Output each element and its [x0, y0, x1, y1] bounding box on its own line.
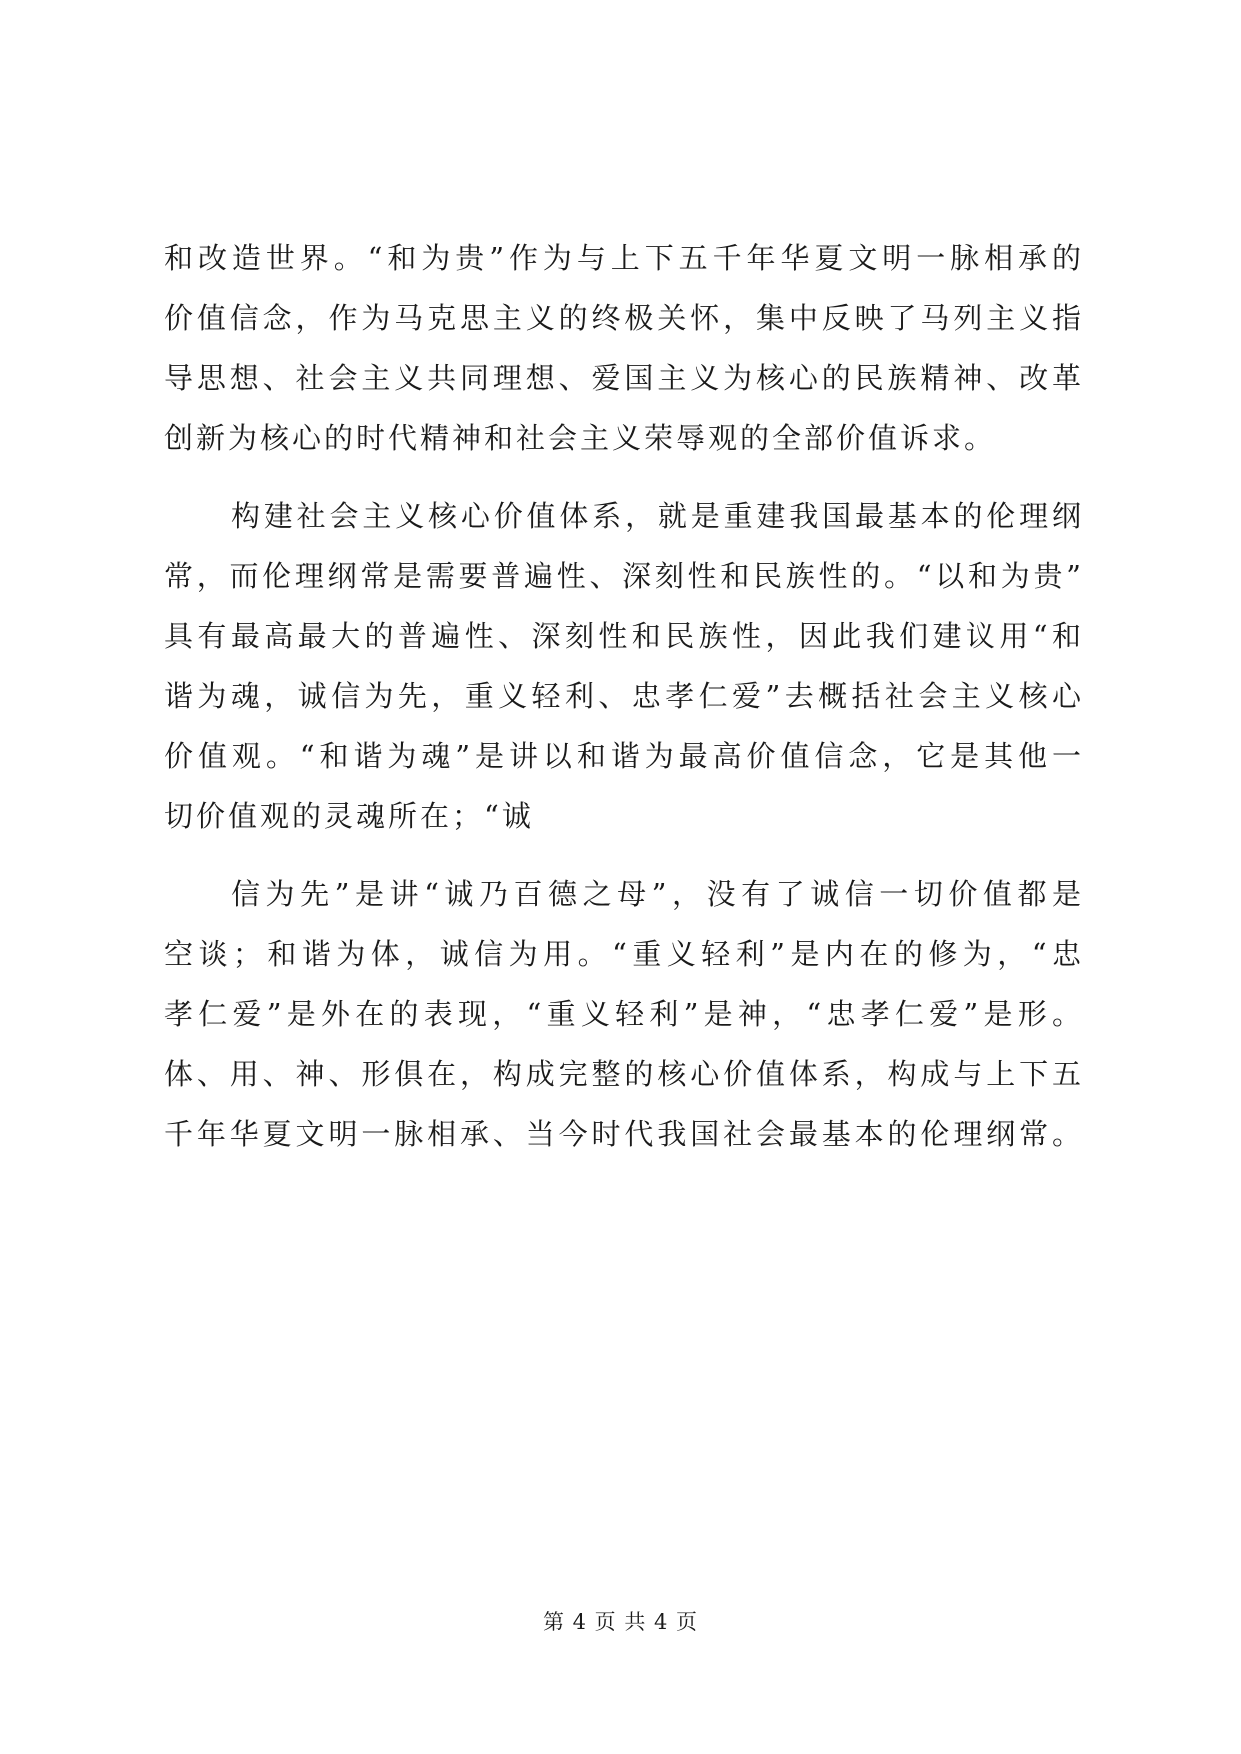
paragraph-2: [164, 486, 1084, 846]
text-line: 空谈；和谐为体，诚信为用。“重义轻利”是内在的修为，“忠: [164, 937, 1084, 971]
text-line: 构建社会主义核心价值体系，就是重建我国最基本的伦理纲: [231, 499, 1084, 533]
text-line: 价值观。“和谐为魂”是讲以和谐为最高价值信念，它是其他一: [164, 739, 1084, 773]
text-line: 切价值观的灵魂所在；“诚: [164, 799, 534, 833]
text-line: 具有最高最大的普遍性、深刻性和民族性，因此我们建议用“和: [164, 619, 1084, 653]
text-line: 和改造世界。“和为贵”作为与上下五千年华夏文明一脉相承的: [164, 241, 1084, 275]
paragraph-1: [164, 228, 1084, 468]
text-line: 导思想、社会主义共同理想、爱国主义为核心的民族精神、改革: [164, 361, 1084, 395]
text-line: 千年华夏文明一脉相承、当今时代我国社会最基本的伦理纲常。: [164, 1117, 1084, 1151]
text-line: 价值信念，作为马克思主义的终极关怀，集中反映了马列主义指: [164, 301, 1084, 335]
text-line: 孝仁爱”是外在的表现，“重义轻利”是神，“忠孝仁爱”是形。: [164, 997, 1084, 1031]
page-number-footer: 第 4 页 共 4 页: [542, 1610, 699, 1634]
text-line: 常，而伦理纲常是需要普遍性、深刻性和民族性的。“以和为贵”: [164, 559, 1084, 593]
text-line: 信为先”是讲“诚乃百德之母”，没有了诚信一切价值都是: [231, 877, 1084, 911]
text-line: 体、用、神、形俱在，构成完整的核心价值体系，构成与上下五: [164, 1057, 1084, 1091]
document-body: [164, 228, 1084, 1164]
paragraph-3: [164, 864, 1084, 1164]
text-line: 创新为核心的时代精神和社会主义荣辱观的全部价值诉求。: [164, 421, 997, 455]
text-line: 谐为魂，诚信为先，重义轻利、忠孝仁爱”去概括社会主义核心: [164, 679, 1084, 713]
